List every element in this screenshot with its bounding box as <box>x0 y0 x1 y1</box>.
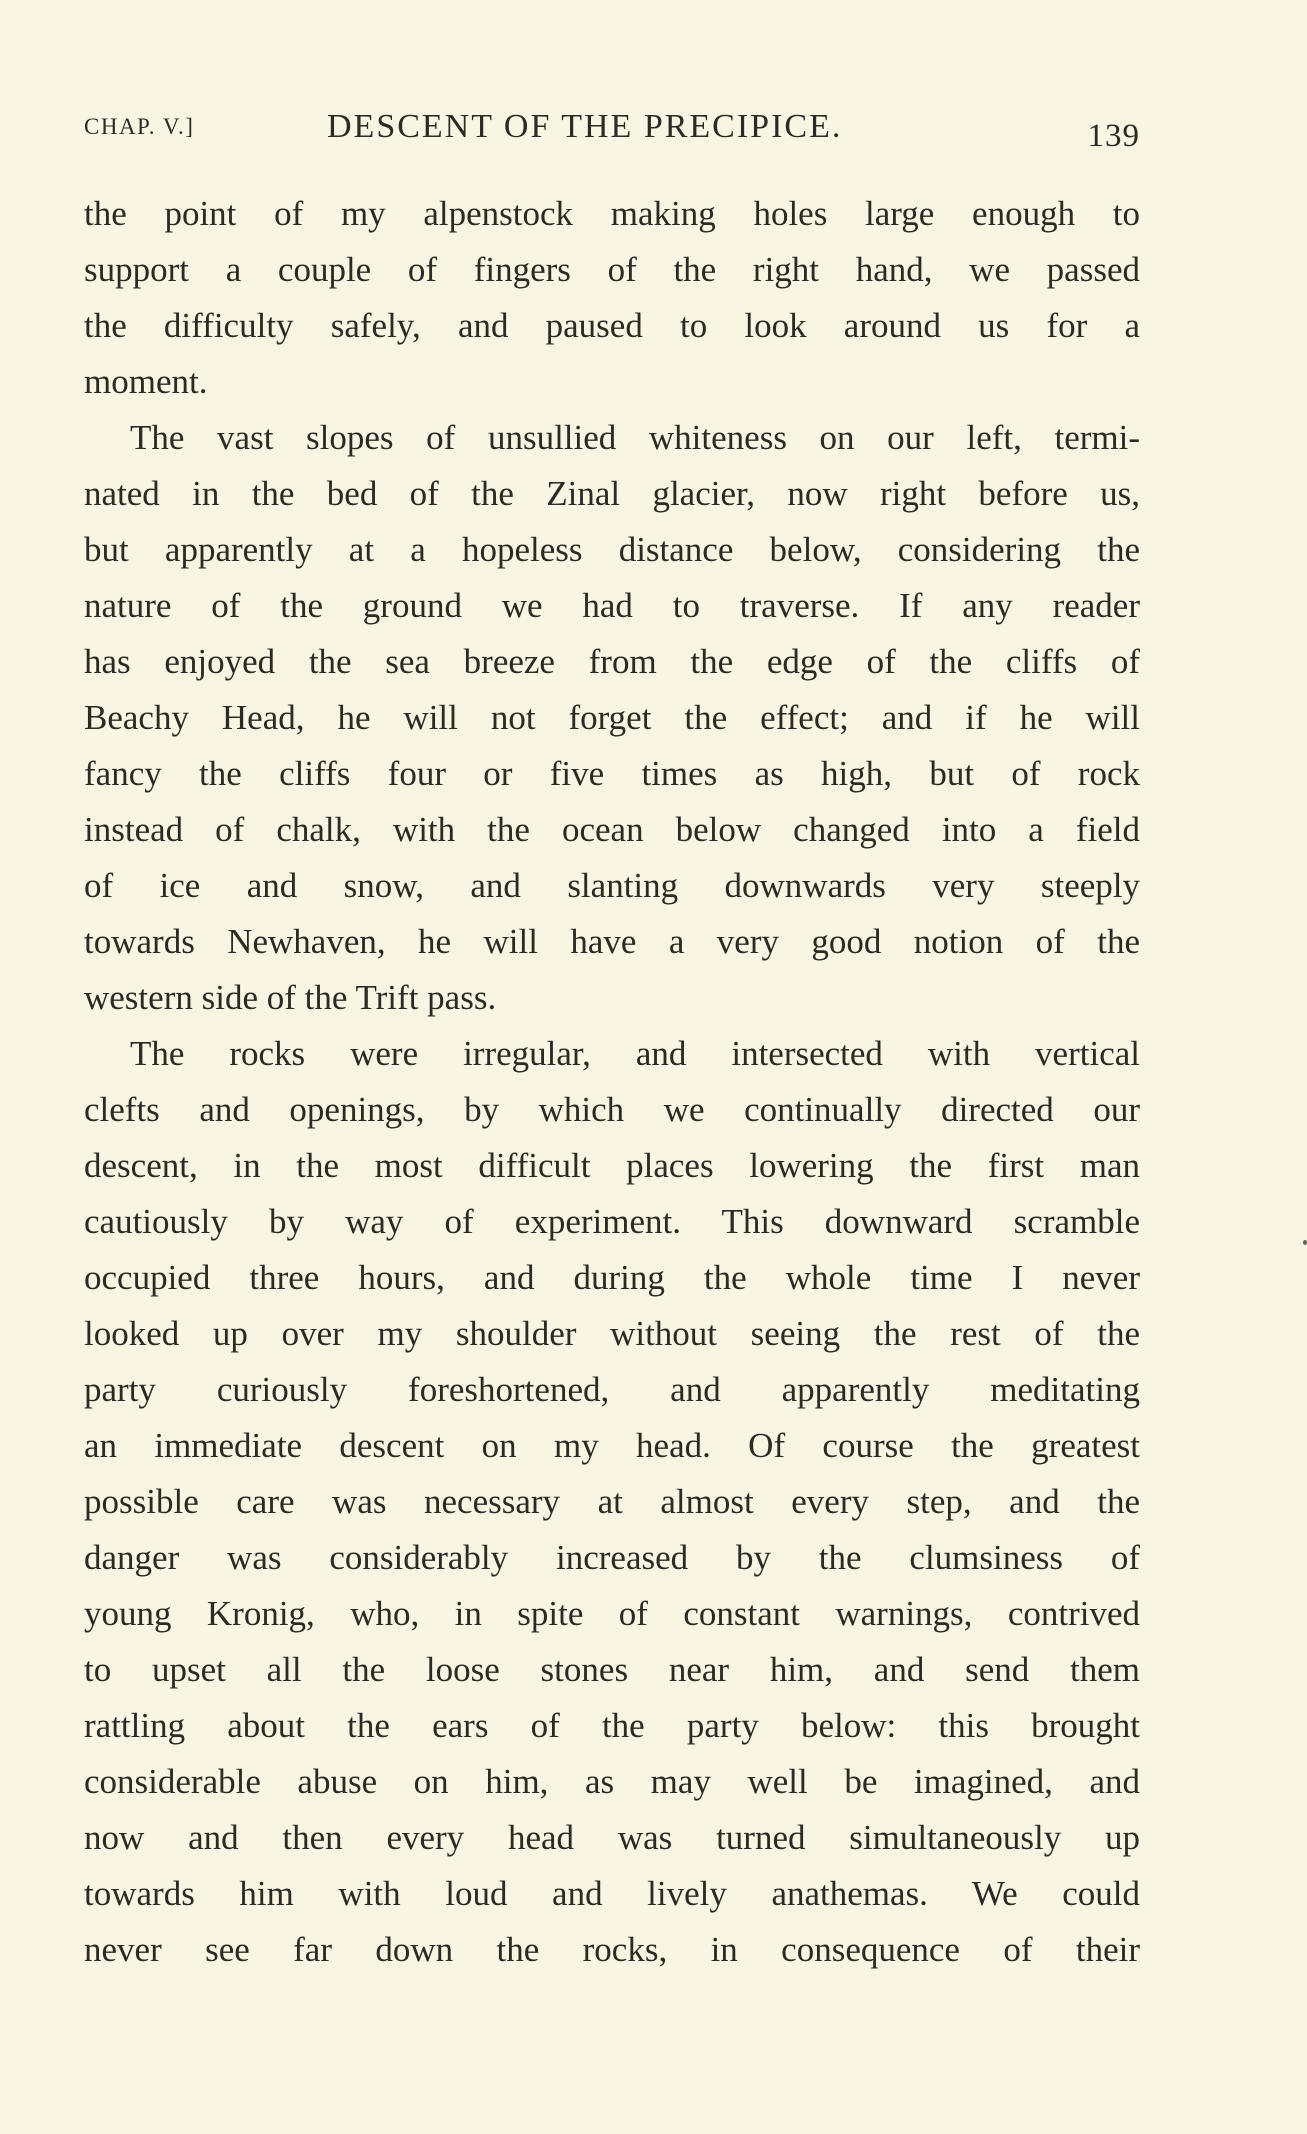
text-line: looked up over my shoulder without seeing the rest of the <box>84 1314 1140 1353</box>
page-number: 139 <box>1087 118 1140 154</box>
text-line: but apparently at a hopeless distance below, considering the <box>84 530 1140 569</box>
text-line: clefts and openings, by which we continually directed our <box>84 1090 1140 1129</box>
text-line: now and then every head was turned simultaneously up <box>84 1818 1140 1857</box>
text-line: the point of my alpenstock making holes large enough to <box>84 194 1140 233</box>
text-line: rattling about the ears of the party below: this brought <box>84 1706 1140 1745</box>
text-line: young Kronig, who, in spite of constant warnings, contrived <box>84 1594 1140 1633</box>
text-line: towards him with loud and lively anathemas. We could <box>84 1874 1140 1913</box>
text-line: occupied three hours, and during the whole time I never <box>84 1258 1140 1297</box>
text-line: nated in the bed of the Zinal glacier, now right before us, <box>84 474 1140 513</box>
body-text <box>84 186 1140 1978</box>
text-line: danger was considerably increased by the clumsiness of <box>84 1538 1140 1577</box>
text-line: nature of the ground we had to traverse. If any reader <box>84 586 1140 625</box>
text-line: moment. <box>84 362 208 401</box>
text-line: The vast slopes of unsullied whiteness on our left, termi- <box>130 418 1140 457</box>
text-line: descent, in the most difficult places lowering the first man <box>84 1146 1140 1185</box>
text-line: to upset all the loose stones near him, and send them <box>84 1650 1140 1689</box>
text-line: western side of the Trift pass. <box>84 978 497 1017</box>
text-line: the difficulty safely, and paused to look around us for a <box>84 306 1140 345</box>
text-line: The rocks were irregular, and intersected with vertical <box>130 1034 1140 1073</box>
text-line: support a couple of fingers of the right hand, we passed <box>84 250 1140 289</box>
text-line: Beachy Head, he will not forget the effect; and if he will <box>84 698 1140 737</box>
text-line: considerable abuse on him, as may well be imagined, and <box>84 1762 1140 1801</box>
paper-speck <box>1303 1240 1307 1245</box>
text-line: fancy the cliffs four or five times as high, but of rock <box>84 754 1140 793</box>
text-line: of ice and snow, and slanting downwards very steeply <box>84 866 1140 905</box>
text-line: cautiously by way of experiment. This downward scramble <box>84 1202 1140 1241</box>
text-line: possible care was necessary at almost every step, and the <box>84 1482 1140 1521</box>
text-line: instead of chalk, with the ocean below changed into a field <box>84 810 1140 849</box>
text-line: towards Newhaven, he will have a very good notion of the <box>84 922 1140 961</box>
text-line: never see far down the rocks, in consequence of their <box>84 1930 1140 1969</box>
text-line: has enjoyed the sea breeze from the edge of the cliffs of <box>84 642 1140 681</box>
running-title: DESCENT OF THE PRECIPICE. <box>327 108 843 145</box>
running-header <box>84 108 1140 158</box>
text-line: an immediate descent on my head. Of course the greatest <box>84 1426 1140 1465</box>
chapter-label: CHAP. V.] <box>84 114 195 139</box>
text-line: party curiously foreshortened, and apparently meditating <box>84 1370 1140 1409</box>
